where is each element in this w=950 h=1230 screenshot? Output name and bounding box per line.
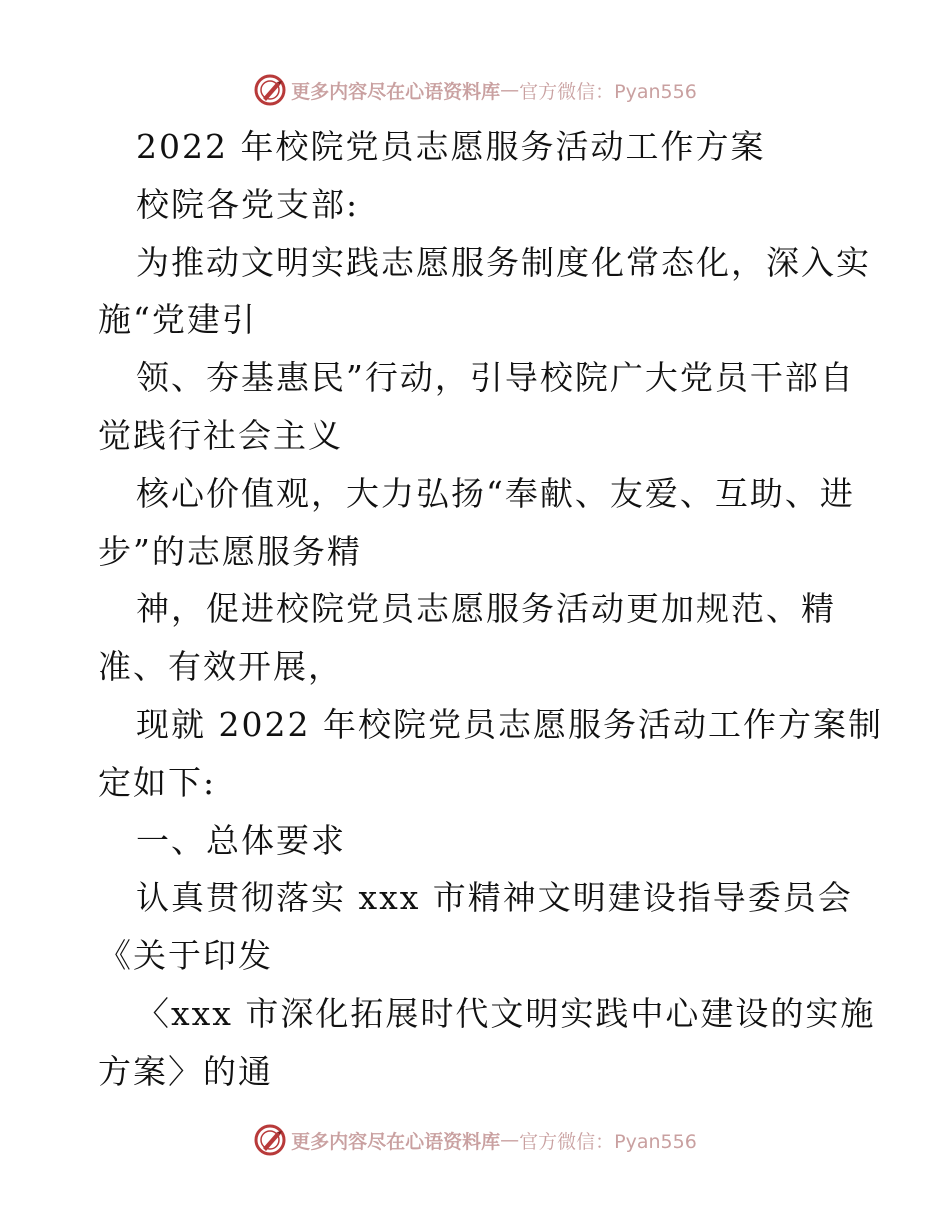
document-line: 觉践行社会主义 xyxy=(98,415,343,455)
document-line: 现就 2022 年校院党员志愿服务活动工作方案制 xyxy=(136,704,883,744)
document-line: 核心价值观，大力弘扬“奉献、友爱、互助、进 xyxy=(136,473,855,513)
banner-wechat-text: 官方微信：Pyan556 xyxy=(519,80,697,103)
banner-brand-text: 更多内容尽在心语资料库 xyxy=(291,1130,501,1153)
document-line: 《关于印发 xyxy=(98,936,273,976)
document-line: 认真贯彻落实 xxx 市精神文明建设指导委员会 xyxy=(136,878,853,918)
document-line: 步”的志愿服务精 xyxy=(98,531,362,571)
document-line: 校院各党支部: xyxy=(136,184,360,224)
document-line: 〈xxx 市深化拓展时代文明实践中心建设的实施 xyxy=(136,993,876,1033)
banner-wechat-text: 官方微信：Pyan556 xyxy=(519,1130,697,1153)
document-line: 神，促进校院党员志愿服务活动更加规范、精 xyxy=(136,589,836,629)
banner-separator: — xyxy=(500,79,520,101)
document-line: 施“党建引 xyxy=(98,300,257,340)
pen-circle-logo xyxy=(253,1123,287,1157)
document-line: 准、有效开展， xyxy=(98,647,343,687)
document-line: 为推动文明实践志愿服务制度化常态化，深入实 xyxy=(136,242,871,282)
document-body xyxy=(98,118,883,1101)
footer-watermark-banner xyxy=(0,1120,950,1160)
section-heading: 一、总体要求 xyxy=(136,820,346,860)
document-line: 领、夯基惠民”行动，引导校院广大党员干部自 xyxy=(136,358,855,398)
header-watermark-banner xyxy=(0,70,950,110)
document-line: 定如下: xyxy=(98,762,217,802)
document-title: 2022 年校院党员志愿服务活动工作方案 xyxy=(136,127,766,166)
document-line: 方案〉的通 xyxy=(98,1051,273,1091)
banner-separator: — xyxy=(500,1129,520,1151)
banner-brand-text: 更多内容尽在心语资料库 xyxy=(291,80,501,103)
pen-circle-logo xyxy=(253,73,287,107)
